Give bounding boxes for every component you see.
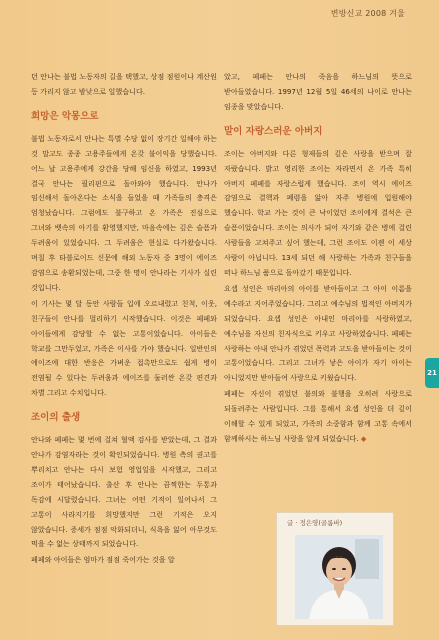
section-title-father: 말이 자랑스러운 아버지 (224, 125, 323, 137)
body-paragraph: 조이는 아버지와 다른 형제들의 깊은 사랑을 받으며 잘 자랐습니다. 밝고 영리한 조이는 자라면서 온 가족 특히 아버지 페페를 자랑스럽게 했습니다. 조이 역시 에이즈 감염으로 결핵과 폐렴을 앓아 자주 병원에 입원해야 했습니다. 학교 가는 것이 큰 낙이었던 조이에게 결석은 큰 슬픔이었습니다. 조이는 의사가 되어 자기와 같은 병에 걸린 사람들을 고쳐주고 싶어 했는데, 그런 조이도 이젠 이 세상 사람이 아닙니다. 13세 되던 해 사랑하는 가족과 친구들을 떠나 하느님 품으로 돌아갔기 때문입니다. (224, 148, 412, 277)
body-paragraph: 이 기사는 몇 달 동안 사람들 입에 오르내렸고 친척, 이웃, 친구들이 안나를 멀리하기 시작했습니다. 이것은 페페와 아이들에게 감당할 수 없는 고통이었습니다. 아이들은 학교를 그만두었고, 가족은 이사를 가야 했습니다. 일반인의 에이즈에 대한 반응은 가벼운 접촉만으로도 쉽게 병이 전염될 수 있다는 두려움과 에이즈를 둘러싼 온갖 편견과 차별 그리고 수치입니다. (31, 298, 217, 398)
body-paragraph (224, 387, 412, 447)
body-paragraph: 안나와 페페는 몇 번에 걸쳐 혈액 검사를 받았는데, 그 결과 안나가 감염자라는 것이 확인되었습니다. 병원 측의 권고를 뿌리치고 안나는 다시 보험 영업일을 시작했고, 그리고 조이가 태어났습니다. 출산 후 안나는 끔찍한는 두통과 독감에 시달렸습니다. 그녀는 어떤 기적이 일어나서 그 고통이 사라지기를 희망했지만 그런 기적은 오지 않았습니다. 증세가 점점 악화되더니, 식욕을 잃어 아무것도 먹을 수 없는 상태까지 되었습니다. (31, 435, 217, 549)
section-title-hope: 희망은 악몽으로 (31, 110, 99, 122)
left-intro-paragraph: 던 안나는 불법 노동자의 길을 택했고, 상점 점원이나 계산원 등 가리지 않고 밤낮으로 일했습니다. (31, 72, 217, 96)
author-photo (295, 535, 383, 619)
section-title-birth: 조이의 출생 (31, 412, 81, 424)
left-column (31, 70, 217, 568)
page-number-tab: 21 (425, 358, 439, 388)
page-header: 변방신교 2008 겨울 (330, 9, 405, 18)
end-mark-icon: ◆ (360, 433, 367, 443)
body-paragraph: 페페와 아이들은 엄마가 점점 죽어가는 것을 알 (31, 555, 175, 565)
body-paragraph: 요셉 성인은 마리아의 아이를 받아들이고 그 아이 이름을 예수라고 지어주었습니다. 그리고 예수님의 법적인 아버지가 되었습니다. 요셉 성인은 아내인 마리아를 사랑하였고, 예수님을 자신의 친자식으로 키우고 사랑하였습니다. 페페는 사랑하는 아내 안나가 겪었던 폭력과 고도을 받아들이는 것이 고통이었습니다. 그리고 그녀가 낳은 아이가 자기 아이는 아니었지만 받아들여 사랑으로 키웠습니다. (224, 283, 412, 383)
author-portrait-icon (295, 535, 383, 619)
author-credit-box (276, 512, 394, 626)
right-intro-paragraph: 았고, 페페는 안나의 죽음을 하느님의 뜻으로 받아들였습니다. 1997년 12월 5일 46세의 나이로 안나는 임종을 맞았습니다. (224, 72, 412, 111)
body-paragraph: 불법 노동자로서 안나는 특별 수당 없이 장기간 일해야 하는 것 말고도 종종 고용주들에게 온갖 불이익을 당했습니다. 어느 날 고용주에게 강간을 당해 임신을 하였고, 1993년 결국 안나는 필리핀으로 돌아와야 했습니다. 안나가 임신해서 돌아온다는 소식을 들었을 때 가족들의 충격은 엄청났습니다. 그럼에도 불구하고 온 가족은 진심으로 그녀와 뱃속의 아기를 환영했지만, 마음속에는 깊은 슬픔과 두려움이 있었습니다. 그 두려움은 현실로 다가왔습니다. 며칠 후 타블로이드 신문에 해외 노동자 중 3명이 에이즈 감염으로 송환되었는데, 그중 한 명이 안나라는 기사가 실린 것입니다. (31, 133, 217, 292)
author-credit: 글 · 정은영(골롬바) (287, 519, 343, 527)
right-column (224, 70, 412, 447)
closing-paragraph-text: 페페는 자신이 겪었던 불의와 불행을 오히려 사랑으로 되돌려주는 사람입니다. 그를 통해서 요셉 성인을 더 깊이 이해할 수 있게 되었고, 가족의 소중함과 함께 고통 속에서 함께하시는 하느님 사랑을 알게 되었습니다. (224, 389, 412, 443)
